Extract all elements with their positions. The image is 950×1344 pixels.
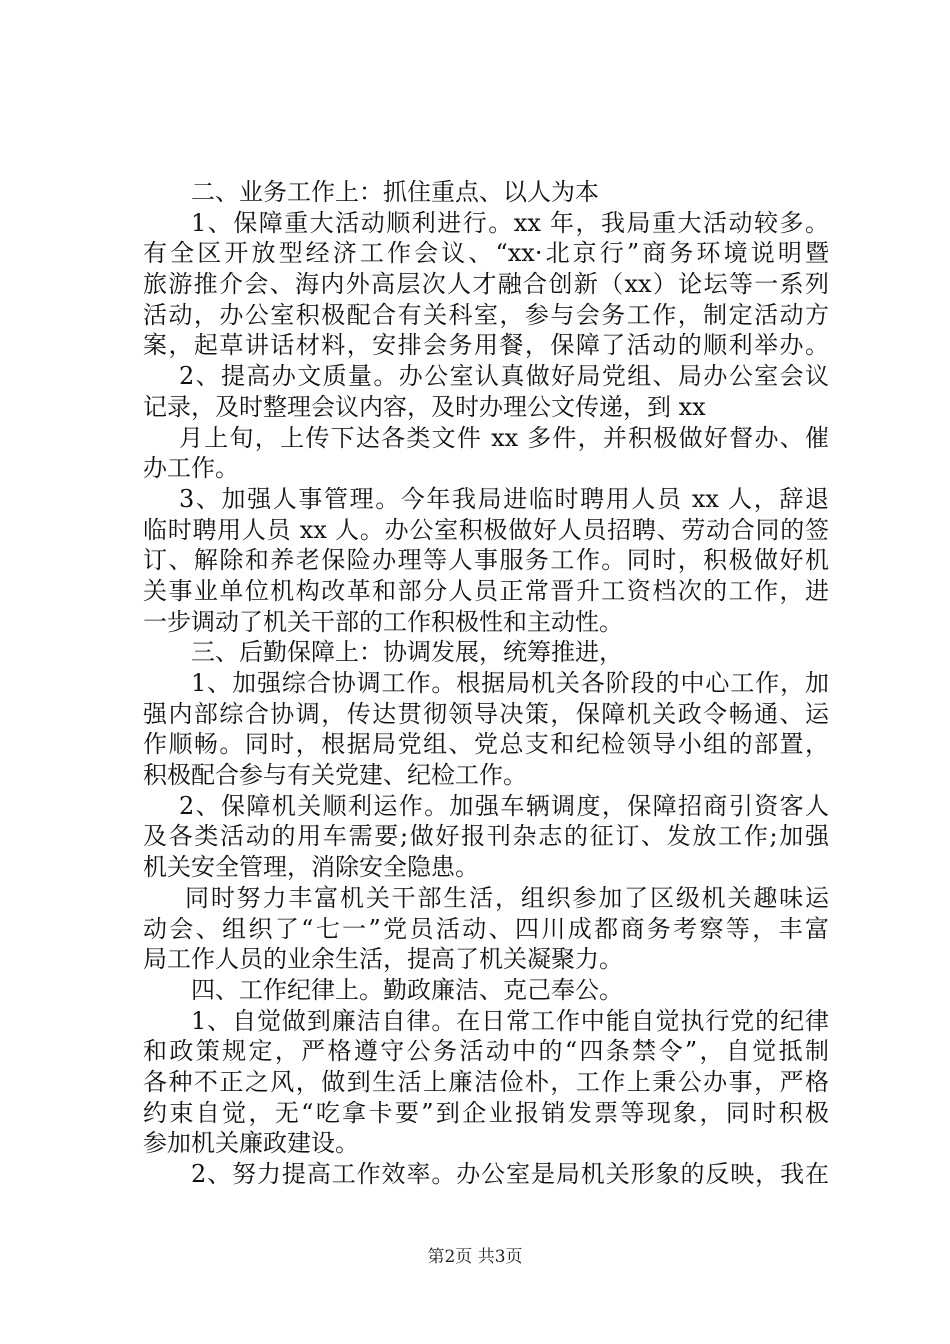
text-line: 2、保障机关顺利运作。加强车辆调度，保障招商引资客人 [179, 791, 829, 820]
text-line: 2、努力提高工作效率。办公室是局机关形象的反映，我在 [191, 1160, 829, 1188]
text-line: 关事业单位机构改革和部分人员正常晋升工资档次的工作，进 [143, 576, 829, 605]
text-line: 二、业务工作上：抓住重点、以人为本 [191, 178, 599, 206]
text-line: 临时聘用人员 xx 人。办公室积极做好人员招聘、劳动合同的签 [143, 515, 829, 544]
text-line: 约束自觉，无“吃拿卡要”到企业报销发票等现象，同时积极 [143, 1098, 829, 1127]
text-line: 订、解除和养老保险办理等人事服务工作。同时，积极做好机 [143, 546, 829, 575]
document-body [143, 177, 843, 1190]
text-line: 积极配合参与有关党建、纪检工作。 [143, 761, 527, 790]
text-line: 月上旬，上传下达各类文件 xx 多件，并积极做好督办、催 [179, 423, 829, 452]
text-line: 活动，办公室积极配合有关科室，参与会务工作，制定活动方 [143, 300, 829, 329]
text-line: 2、提高办文质量。办公室认真做好局党组、局办公室会议 [179, 362, 829, 391]
text-line: 机关安全管理，消除安全隐患。 [143, 853, 479, 882]
text-line: 有全区开放型经济工作会议、“xx·北京行”商务环境说明暨 [143, 239, 829, 268]
text-line: 各种不正之风，做到生活上廉洁俭朴，工作上秉公办事，严格 [143, 1067, 829, 1096]
text-line: 局工作人员的业余生活，提高了机关凝聚力。 [143, 945, 623, 974]
text-line: 参加机关廉政建设。 [143, 1129, 359, 1158]
text-line: 1、加强综合协调工作。根据局机关各阶段的中心工作，加 [191, 669, 829, 697]
text-line: 旅游推介会、海内外高层次人才融合创新（xx）论坛等一系列 [143, 270, 829, 299]
text-line: 1、保障重大活动顺利进行。xx 年，我局重大活动较多。 [191, 208, 829, 237]
text-line: 动会、组织了“七一”党员活动、四川成都商务考察等，丰富 [143, 914, 829, 943]
text-line: 记录，及时整理会议内容，及时办理公文传递，到 xx [143, 392, 706, 421]
text-line: 案，起草讲话材料，安排会务用餐，保障了活动的顺利举办。 [143, 331, 829, 360]
text-line: 四、工作纪律上。勤政廉洁、克己奉公。 [191, 975, 623, 1004]
text-line: 及各类活动的用车需要;做好报刊杂志的征订、发放工作;加强 [143, 822, 829, 851]
text-line: 三、后勤保障上：协调发展，统筹推进， [191, 638, 623, 667]
text-line: 一步调动了机关干部的工作积极性和主动性。 [143, 607, 623, 636]
text-line: 同时努力丰富机关干部生活，组织参加了区级机关趣味运 [185, 883, 829, 912]
text-line: 强内部综合协调，传达贯彻领导决策，保障机关政令畅通、运 [143, 699, 829, 728]
text-line: 1、自觉做到廉洁自律。在日常工作中能自觉执行党的纪律 [191, 1006, 829, 1035]
page-footer: 第2页 共3页 [427, 1247, 523, 1267]
text-line: 办工作。 [143, 454, 239, 483]
text-line: 和政策规定，严格遵守公务活动中的“四条禁令”，自觉抵制 [143, 1037, 829, 1066]
text-line: 3、加强人事管理。今年我局进临时聘用人员 xx 人，辞退 [179, 484, 829, 513]
text-line: 作顺畅。同时，根据局党组、党总支和纪检领导小组的部置， [143, 730, 829, 759]
